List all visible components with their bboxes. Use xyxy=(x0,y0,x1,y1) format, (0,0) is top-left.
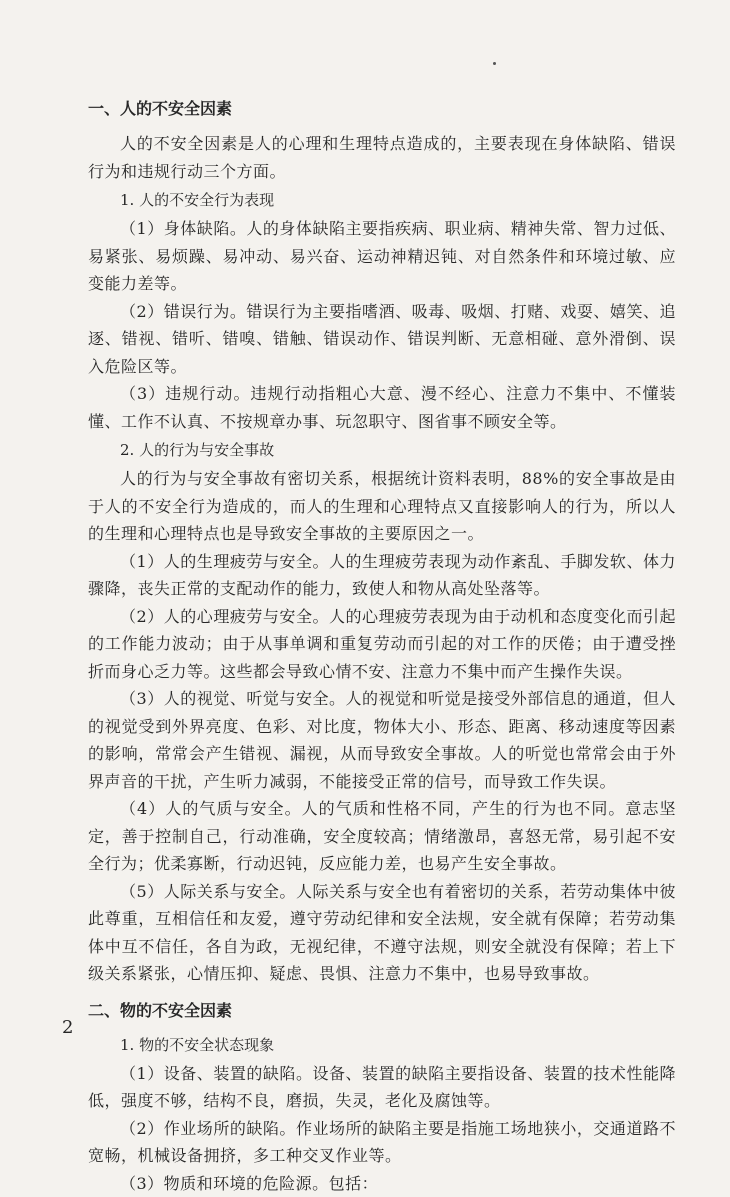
paragraph: （3）人的视觉、听觉与安全。人的视觉和听觉是接受外部信息的通道，但人的视觉受到外界亮度、色彩、对比度，物体大小、形态、距离、移动速度等因素的影响，常常会产生错视、漏视，从而导致安全事故。人的听觉也常常会由于外界声音的干扰，产生听力减弱，不能接受正常的信号，而导致工作失误。 xyxy=(88,685,676,795)
page-body xyxy=(88,96,676,1197)
section-1-title: 一、人的不安全因素 xyxy=(88,96,676,122)
paragraph: （1）设备、装置的缺陷。设备、装置的缺陷主要指设备、装置的技术性能降低，强度不够，结构不良，磨损，失灵，老化及腐蚀等。 xyxy=(88,1060,676,1115)
paragraph: （1）人的生理疲劳与安全。人的生理疲劳表现为动作紊乱、手脚发软、体力骤降，丧失正常的支配动作的能力，致使人和物从高处坠落等。 xyxy=(88,548,676,603)
subsection-2-1-title: 1. 物的不安全状态现象 xyxy=(88,1032,676,1058)
paragraph: （2）错误行为。错误行为主要指嗜酒、吸毒、吸烟、打赌、戏耍、嬉笑、追逐、错视、错听、错嗅、错触、错误动作、错误判断、无意相碰、意外滑倒、误入危险区等。 xyxy=(88,298,676,381)
paragraph: （3）物质和环境的危险源。包括： xyxy=(88,1170,676,1197)
subsection-1-1-title: 1. 人的不安全行为表现 xyxy=(88,187,676,213)
paragraph: （2）作业场所的缺陷。作业场所的缺陷主要是指施工场地狭小，交通道路不宽畅，机械设备拥挤，多工种交叉作业等。 xyxy=(88,1115,676,1170)
page-speck xyxy=(493,62,496,65)
section-1-intro: 人的不安全因素是人的心理和生理特点造成的，主要表现在身体缺陷、错误行为和违规行动三个方面。 xyxy=(88,130,676,185)
paragraph: 人的行为与安全事故有密切关系，根据统计资料表明，88%的安全事故是由于人的不安全行为造成的，而人的生理和心理特点又直接影响人的行为，所以人的生理和心理特点也是导致安全事故的主要原因之一。 xyxy=(88,465,676,548)
paragraph: （2）人的心理疲劳与安全。人的心理疲劳表现为由于动机和态度变化而引起的工作能力波动；由于从事单调和重复劳动而引起的对工作的厌倦；由于遭受挫折而身心乏力等。这些都会导致心情不安、注意力不集中而产生操作失误。 xyxy=(88,603,676,686)
paragraph: （1）身体缺陷。人的身体缺陷主要指疾病、职业病、精神失常、智力过低、易紧张、易烦躁、易冲动、易兴奋、运动神精迟钝、对自然条件和环境过敏、应变能力差等。 xyxy=(88,215,676,298)
paragraph: （5）人际关系与安全。人际关系与安全也有着密切的关系，若劳动集体中彼此尊重，互相信任和友爱，遵守劳动纪律和安全法规，安全就有保障；若劳动集体中互不信任，各自为政，无视纪律，不遵守法规，则安全就没有保障；若上下级关系紧张，心情压抑、疑虑、畏惧、注意力不集中，也易导致事故。 xyxy=(88,878,676,988)
subsection-1-2-title: 2. 人的行为与安全事故 xyxy=(88,437,676,463)
paragraph: （4）人的气质与安全。人的气质和性格不同，产生的行为也不同。意志坚定，善于控制自己，行动准确，安全度较高；情绪激昂，喜怒无常，易引起不安全行为；优柔寡断，行动迟钝，反应能力差，也易产生安全事故。 xyxy=(88,795,676,878)
section-2-title: 二、物的不安全因素 xyxy=(88,998,676,1024)
page-number: 2 xyxy=(62,1017,73,1038)
paragraph: （3）违规行动。违规行动指粗心大意、漫不经心、注意力不集中、不懂装懂、工作不认真、不按规章办事、玩忽职守、图省事不顾安全等。 xyxy=(88,380,676,435)
